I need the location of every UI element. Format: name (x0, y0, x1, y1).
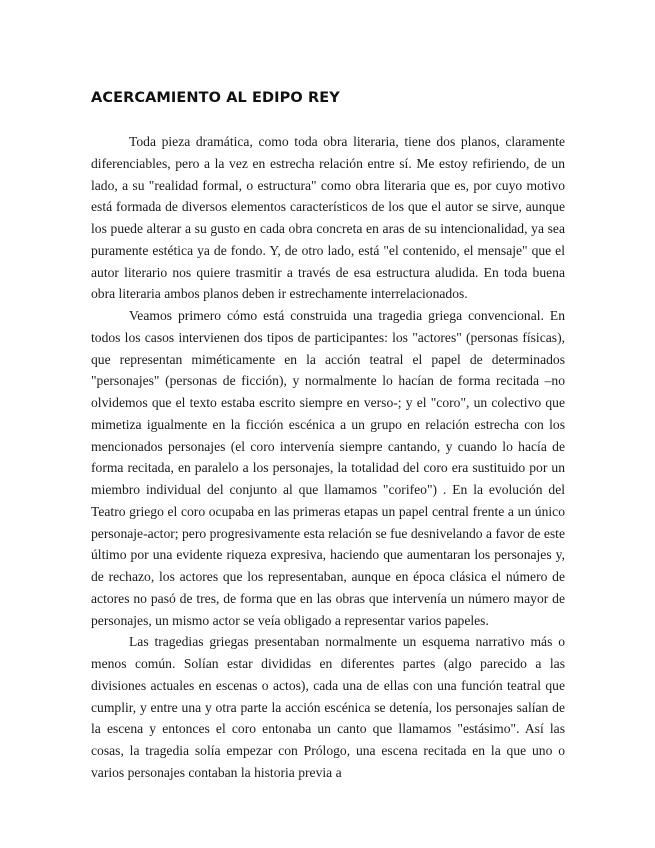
document-body (91, 131, 565, 784)
paragraph-scheme: Las tragedias griegas presentaban normalmente un esquema narrativo más o menos común. Solían estar divididas en diferentes partes (algo parecido a las divisiones actuales en escenas o actos), cada una de ellas con una función teatral que cumplir, y entre una y otra parte la acción escénica se detenía, los personajes salían de la escena y entonces el coro entonaba un canto que llamamos "estásimo". Así las cosas, la tragedia solía empezar con Prólogo, una escena recitada en la que uno o varios personajes contaban la historia previa a (91, 634, 565, 780)
paragraph-intro: Toda pieza dramática, como toda obra literaria, tiene dos planos, claramente diferenciables, pero a la vez en estrecha relación entre sí. Me estoy refiriendo, de un lado, a su "realidad formal, o estructura" como obra literaria que es, por cuyo motivo está formada de diversos elementos característicos de los que el autor se sirve, aunque los puede alterar a su gusto en cada obra concreta en aras de su intencionalidad, ya sea puramente estética ya de fondo. Y, de otro lado, está "el contenido, el mensaje" que el autor literario nos quiere trasmitir a través de esa estructura aludida. En toda buena obra literaria ambos planos deben ir estrechamente interrelacionados. (91, 134, 565, 302)
document-title: ACERCAMIENTO AL EDIPO REY (91, 90, 340, 106)
paragraph-structure: Veamos primero cómo está construida una tragedia griega convencional. En todos los casos intervienen dos tipos de participantes: los "actores" (personas físicas), que representan miméticamente en la acción teatral el papel de determinados "personajes" (personas de ficción), y normalmente lo hacían de forma recitada –no olvidemos que el texto estaba escrito siempre en verso-; y el "coro", un colectivo que mimetiza igualmente en la ficción escénica a un grupo en relación estrecha con los mencionados personajes (el coro intervenía siempre cantando, y cuando lo hacía de forma recitada, en paralelo a los personajes, la totalidad del coro era sustituido por un miembro individual del conjunto al que llamamos "corifeo") . En la evolución del Teatro griego el coro ocupaba en las primeras etapas un papel central frente a un único personaje-actor; pero progresivamente esta relación se fue desnivelando a favor de este último por una evidente riqueza expresiva, haciendo que aumentaran los personajes y, de rechazo, los actores que los representaban, aunque en época clásica el número de actores no pasó de tres, de forma que en las obras que intervenía un número mayor de personajes, un mismo actor se veía obligado a representar varios papeles. (91, 308, 565, 628)
